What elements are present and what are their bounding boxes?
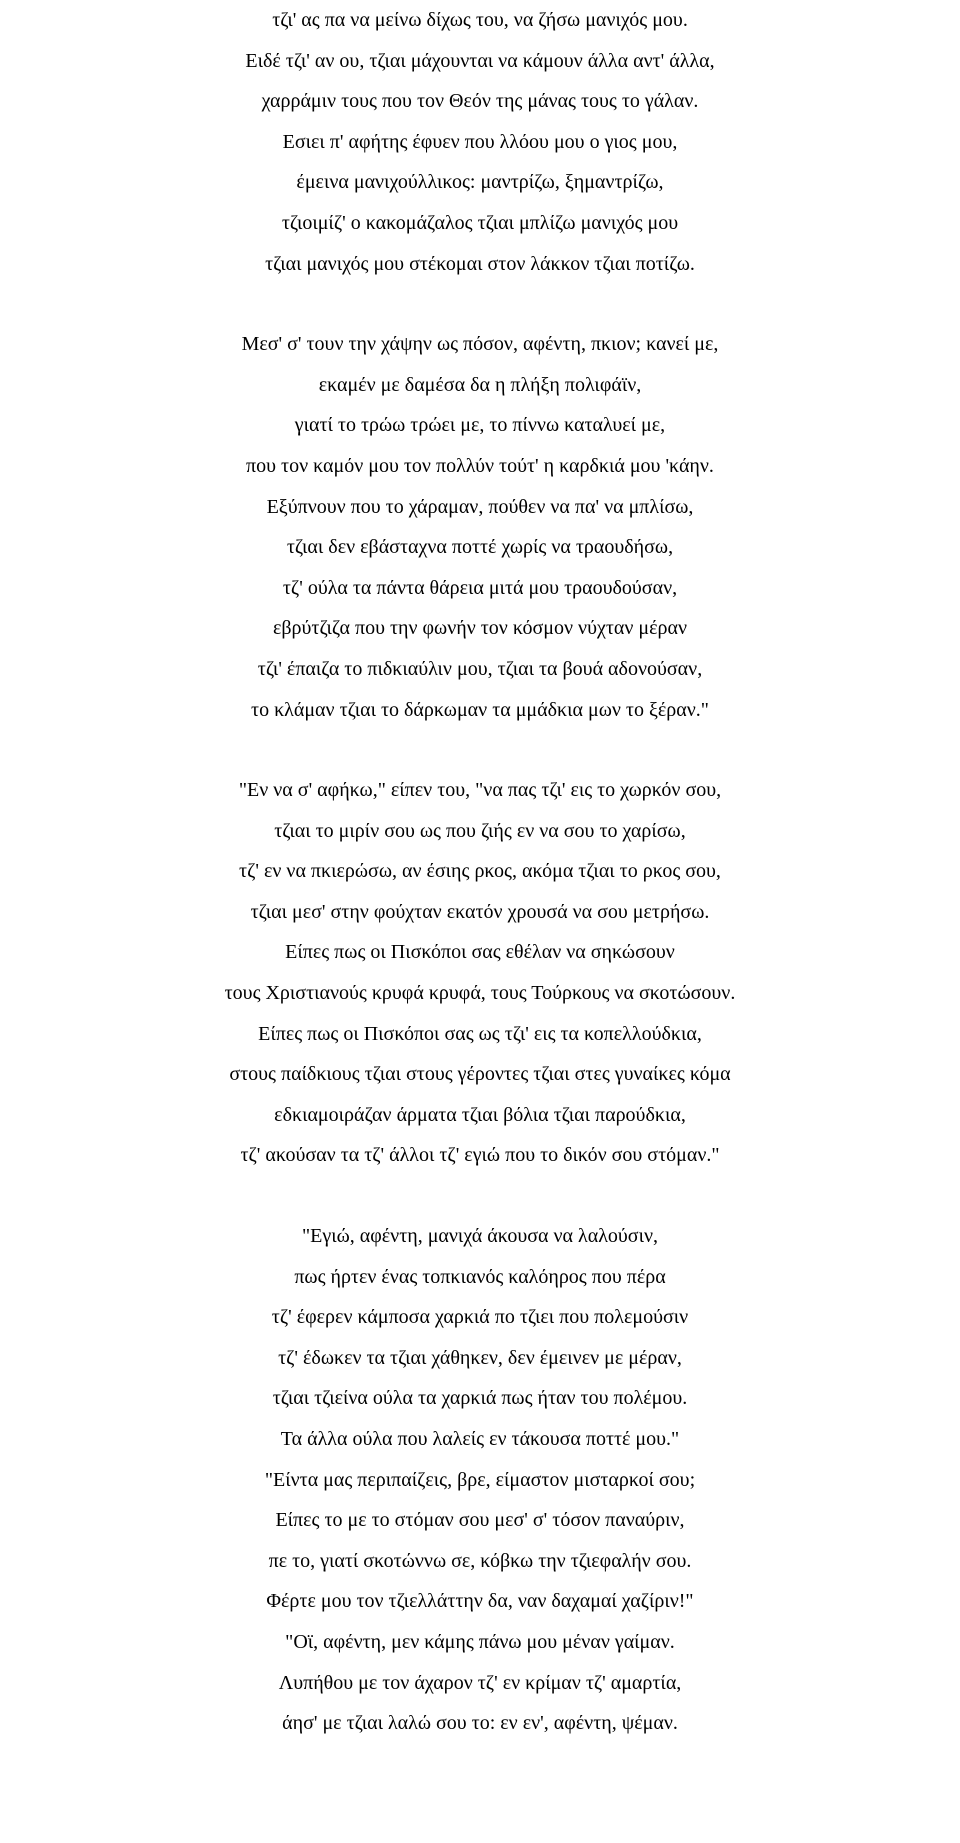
stanza-1 <box>0 0 960 284</box>
stanza-4 <box>0 1216 960 1744</box>
poem-line: τζ' ακούσαν τα τζ' άλλοι τζ' εγιώ που το δικόν σου στόμαν." <box>240 1144 720 1167</box>
poem-line: "Οϊ, αφέντη, μεν κάμης πάνω μου μέναν γαίμαν. <box>285 1630 675 1653</box>
poem-line: που τον καμόν μου τον πολλύν τούτ' η καρδκιά μου 'κάην. <box>246 454 714 477</box>
poem-line: Είπες πως οι Πισκόποι σας εθέλαν να σηκώσουν <box>285 941 675 964</box>
poem-line: Λυπήθου με τον άχαρον τζ' εν κρίμαν τζ' αμαρτία, <box>278 1671 682 1694</box>
poem-line: πε το, γιατί σκοτώννω σε, κόβκω την τζιεφαλήν σου. <box>268 1549 692 1572</box>
poem-line: Τα άλλα ούλα που λαλείς εν τάκουσα ποττέ μου." <box>280 1428 680 1450</box>
poem-line: "Είντα μας περιπαίζεις, βρε, είμαστον μισταρκοί σου; <box>264 1468 696 1491</box>
poem-line: Είπες το με το στόμαν σου μεσ' σ' τόσον παναύριν, <box>275 1509 685 1532</box>
poem-line: Εσιει π' αφήτης έφυεν που λλόου μου ο γιος μου, <box>282 130 678 153</box>
poem-line: τζιαι τζιείνα ούλα τα χαρκιά πως ήταν του πολέμου. <box>272 1387 688 1410</box>
poem-line: τζιαι δεν εβάσταχνα ποττέ χωρίς να τραουδήσω, <box>286 536 674 559</box>
poem-line: τζι' ας πα να μείνω δίχως του, να ζήσω μανιχός μου. <box>272 9 688 31</box>
poem-line: Μεσ' σ' τουν την χάψην ως πόσον, αφέντη, πκιον; κανεί με, <box>241 333 719 356</box>
poem-line: τζιαι το μιρίν σου ως που ζιής εν να σου το χαρίσω, <box>274 819 686 842</box>
poem-line: τζ' εν να πκιερώσω, αν έσιης ρκος, ακόμα τζιαι το ρκος σου, <box>239 860 721 883</box>
poem-line: "Εν να σ' αφήκω," είπεν του, "να πας τζι' εις το χωρκόν σου, <box>238 779 722 802</box>
poem-line: πως ήρτεν ένας τοπκιανός καλόηρος που πέρα <box>294 1265 666 1288</box>
poem-line: εβρύτζιζα που την φωνήν τον κόσμον νύχταν μέραν <box>272 617 688 640</box>
poem-line: άησ' με τζιαι λαλώ σου το: εν εν', αφέντη, ψέμαν. <box>282 1712 678 1735</box>
poem-line: εκαμέν με δαμέσα δα η πλήξη πολιφάϊν, <box>318 373 642 396</box>
poem-line: εδκιαμοιράζαν άρματα τζιαι βόλια τζιαι παρούδκια, <box>274 1103 686 1126</box>
poem-line: Είπες πως οι Πισκόποι σας ως τζι' εις τα κοπελλούδκια, <box>258 1022 702 1045</box>
poem-line: το κλάμαν τζιαι το δάρκωμαν τα μμάδκια μων το ξέραν." <box>251 698 709 721</box>
poem-line: γιατί το τρώω τρώει με, το πίννω καταλυεί με, <box>294 414 666 437</box>
poem-line: στους παίδκιους τζιαι στους γέροντες τζιαι στες γυναίκες κόμα <box>229 1063 731 1086</box>
poem-line: τζιαι μεσ' στην φούχταν εκατόν χρουσά να σου μετρήσω. <box>250 900 710 923</box>
poem-line: τζ' έφερεν κάμποσα χαρκιά πο τζιει που πολεμούσιν <box>271 1306 689 1329</box>
poem-line: τζιαι μανιχός μου στέκομαι στον λάκκον τζιαι ποτίζω. <box>265 252 695 275</box>
poem-line: έμεινα μανιχούλλικος: μαντρίζω, ξημαντρίζω, <box>296 171 664 194</box>
poem-line: "Εγιώ, αφέντη, μανιχά άκουσα να λαλούσιν, <box>301 1225 659 1248</box>
poem-line: Φέρτε μου τον τζιελλάττην δα, ναν δαχαμαί χαζίριν!" <box>266 1590 694 1613</box>
poem-line: τους Χριστιανούς κρυφά κρυφά, τους Τούρκους να σκοτώσουν. <box>224 982 736 1005</box>
poem-line: Ειδέ τζι' αν ου, τζιαι μάχουνται να κάμουν άλλα αντ' άλλα, <box>245 49 715 72</box>
stanza-2 <box>0 324 960 730</box>
poem-line: τζι' έπαιζα το πιδκιαύλιν μου, τζιαι τα βουά αδονούσαν, <box>257 657 703 680</box>
poem-line: τζ' ούλα τα πάντα θάρεια μιτά μου τραουδούσαν, <box>282 576 678 599</box>
poem-line: Εξύπνουν που το χάραμαν, πούθεν να πα' να μπλίσω, <box>266 495 694 518</box>
stanza-3 <box>0 770 960 1176</box>
poem-line: τζ' έδωκεν τα τζιαι χάθηκεν, δεν έμεινεν με μέραν, <box>278 1346 682 1369</box>
poem-line: τζιοιμίζ' ο κακομάζαλος τζιαι μπλίζω μανιχός μου <box>281 211 679 234</box>
poem-line: χαρράμιν τους που τον Θεόν της μάνας τους το γάλαν. <box>261 90 699 113</box>
